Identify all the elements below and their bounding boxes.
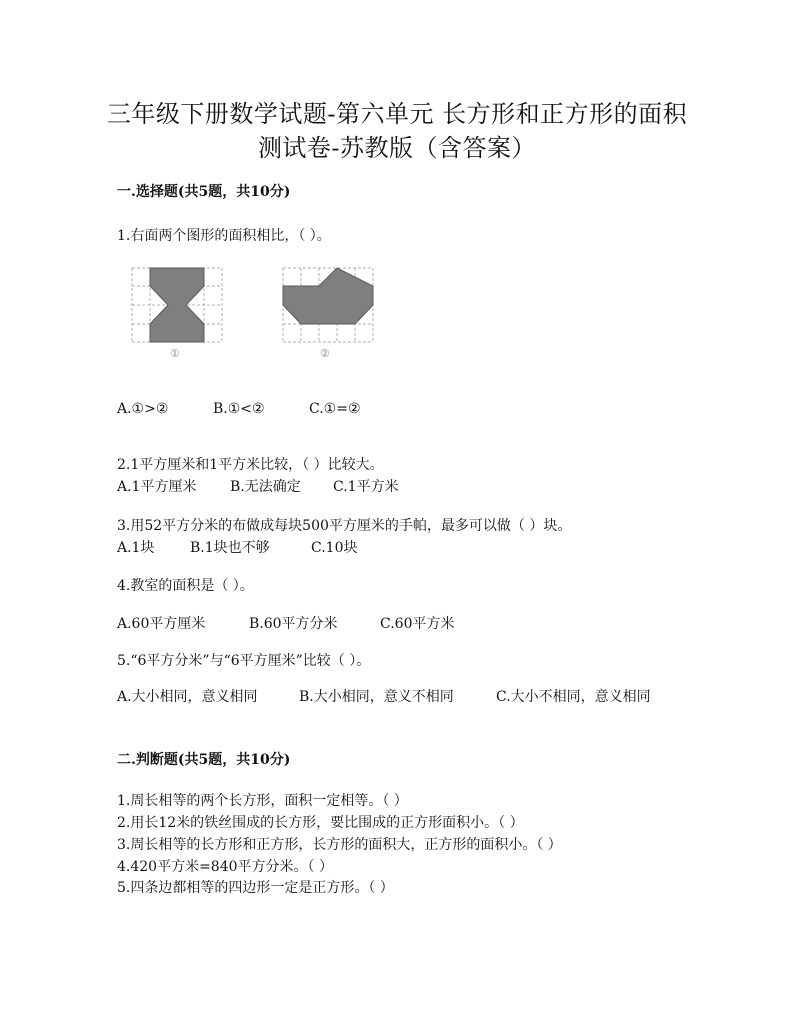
section2-heading: 二.判断题(共5题，共10分) xyxy=(117,752,291,768)
figure-1-grid xyxy=(130,266,226,344)
section1-heading: 一.选择题(共5题，共10分) xyxy=(117,184,291,200)
question-3: 3.用52平方分米的布做成每块500平方厘米的手帕，最多可以做（ ）块。 xyxy=(117,518,572,534)
q5-option-c: C.大小不相同，意义相同 xyxy=(496,689,651,705)
q2-option-c: C.1平方米 xyxy=(333,479,399,495)
q5-option-b: B.大小相同，意义不相同 xyxy=(299,689,454,705)
q4-option-b: B.60平方分米 xyxy=(249,616,338,632)
figure-2-shape xyxy=(283,268,373,324)
judge-item-1: 1.周长相等的两个长方形，面积一定相等。（ ） xyxy=(117,793,408,809)
document-title-line1: 三年级下册数学试题-第六单元 长方形和正方形的面积 xyxy=(106,100,688,128)
figure-2-label: ② xyxy=(320,347,330,360)
q2-option-b: B.无法确定 xyxy=(230,479,301,495)
question-4: 4.教室的面积是（ ）。 xyxy=(117,578,254,594)
judge-item-4: 4.420平方米=840平方分米。（ ） xyxy=(117,859,333,875)
document-title-line2: 测试卷-苏教版（含答案） xyxy=(257,134,537,162)
q3-option-a: A.1块 xyxy=(117,540,155,556)
q4-option-c: C.60平方米 xyxy=(380,616,455,632)
q1-option-a: A.①>② xyxy=(117,401,169,417)
q2-option-a: A.1平方厘米 xyxy=(117,479,197,495)
q5-option-a: A.大小相同，意义相同 xyxy=(117,689,258,705)
question-1: 1.右面两个图形的面积相比，（ ）。 xyxy=(117,228,331,244)
q3-option-b: B.1块也不够 xyxy=(190,540,270,556)
q1-option-b: B.①<② xyxy=(213,401,265,417)
figure-2-grid xyxy=(281,266,377,344)
judge-item-3: 3.周长相等的长方形和正方形，长方形的面积大，正方形的面积小。（ ） xyxy=(117,837,562,853)
judge-item-5: 5.四条边都相等的四边形一定是正方形。（ ） xyxy=(117,880,394,896)
q3-option-c: C.10块 xyxy=(311,540,358,556)
question-5: 5.“6平方分米”与“6平方厘米”比较（ ）。 xyxy=(117,653,371,669)
judge-item-2: 2.用长12米的铁丝围成的长方形，要比围成的正方形面积小。（ ） xyxy=(117,815,524,831)
figure-1-label: ① xyxy=(170,347,180,360)
question-2: 2.1平方厘米和1平方米比较，（ ）比较大。 xyxy=(117,457,384,473)
q4-option-a: A.60平方厘米 xyxy=(117,616,206,632)
q1-option-c: C.①=② xyxy=(309,401,361,417)
